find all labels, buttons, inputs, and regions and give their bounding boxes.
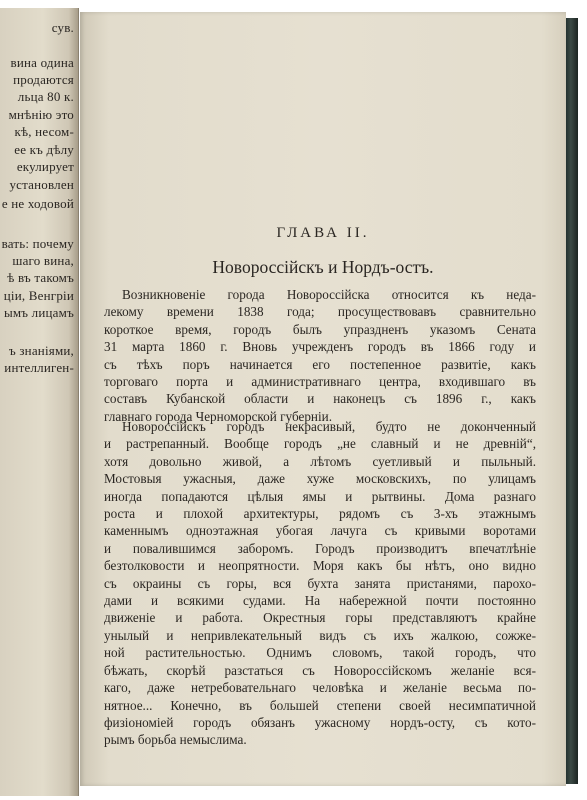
text-line: ной растительностью. Однимъ словомъ, такой городъ, что (104, 645, 536, 661)
text-line: торговаго порта и административнаго центра, входившаго въ (104, 374, 536, 390)
text-line: лекому времени 1838 года; просуществовавъ сравнительно (104, 304, 536, 320)
text-line: и растрепанный. Вообще городъ „не славный и не древній“, (104, 436, 536, 452)
chapter-heading: ГЛАВА II. (276, 225, 370, 241)
left-page-line: вать: почему (1, 236, 74, 251)
text-line: бѣжать, скорѣй разстаться съ Новороссійскомъ желаніе вся- (104, 662, 536, 678)
text-line: короткое время, городъ былъ упраздненъ указомъ Сената (104, 321, 536, 337)
text-line: съ тѣхъ поръ начинается его постепенное развитіе, какъ (104, 356, 536, 372)
left-page (0, 8, 79, 796)
left-page-line: ее къ дѣлу (14, 142, 74, 157)
text-line: роста и плохой архитектуры, рядомъ съ 3-хъ этажнымъ (104, 506, 536, 522)
left-page-line: шаго вина, (12, 253, 74, 268)
left-page-line: интеллиген- (4, 360, 74, 375)
text-line: каменнымъ одноэтажная убогая лачуга съ кривыми воротами (104, 523, 536, 539)
text-line: Возникновеніе города Новороссійска относится къ неда- (122, 287, 536, 302)
text-line: иногда попадаются цѣлыя ямы и рытвины. Дома разнаго (104, 488, 536, 504)
text-line: каго, даже нетребовательнаго человѣка и желаніе весьма по- (104, 680, 536, 696)
left-page-line: вина одина (10, 55, 74, 70)
text-line: 31 марта 1860 г. Вновь учрежденъ городъ въ 1866 году и (104, 339, 536, 355)
chapter-title: Новороссійскъ и Нордъ-остъ. (212, 257, 434, 277)
text-line: съ окраины съ горы, вся бухта занята пристанями, парохо- (104, 575, 536, 591)
left-page-line: продаются (13, 72, 74, 87)
text-line: нятное... Конечно, въ большей степени своей несимпатичной (104, 697, 536, 713)
text-line: Новороссійскъ городъ некрасивый, будто не доконченный (122, 419, 536, 434)
left-page-line: ъ знаніями, (8, 343, 74, 358)
text-line: главнаго города Черноморской губерніи. (104, 408, 332, 424)
text-line: хотя довольно живой, а лѣтомъ суетливый и пыльный. (104, 453, 536, 469)
left-page-line: ѣ въ такомъ (7, 270, 74, 285)
text-line: безтолковости и неопрятности. Моря какъ бы нѣтъ, оно видно (104, 558, 536, 574)
text-line: и повалившимся заборомъ. Городъ производитъ впечатлѣніе (104, 540, 536, 556)
text-line: унылый и непривлекательный видъ съ ихъ жалкою, сожже- (104, 627, 536, 643)
text-line: Мостовыя ужасныя, даже хуже московскихъ, по улицамъ (104, 471, 536, 487)
left-page-line: е не ходовой (1, 196, 74, 211)
left-page-line: сув. (51, 20, 74, 35)
book-spine (566, 18, 578, 784)
paragraph-1 (104, 286, 536, 425)
left-page-line: льца 80 к. (17, 89, 74, 104)
text-line: движеніе и работа. Окрестныя горы представляютъ крайне (104, 610, 536, 626)
text-line: физіономіей городъ обязанъ ужасному нордъ-осту, съ кото- (104, 714, 536, 730)
left-page-line: мнѣнію это (8, 107, 74, 122)
text-line: составъ Кубанской области и наконецъ съ 1896 г., какъ (104, 391, 536, 407)
text-line: дами и всякими судами. На набережной почти постоянно (104, 593, 536, 609)
text-line: рымъ борьба немыслима. (104, 732, 247, 748)
left-page-line: кѣ, несом- (14, 124, 74, 139)
left-page-line: ымъ лицамъ (3, 305, 74, 320)
left-page-line: установлен (9, 177, 74, 192)
left-page-line: ціи, Венгріи (3, 288, 74, 303)
left-page-line: екулирует (16, 159, 74, 174)
paragraph-2 (104, 418, 536, 749)
